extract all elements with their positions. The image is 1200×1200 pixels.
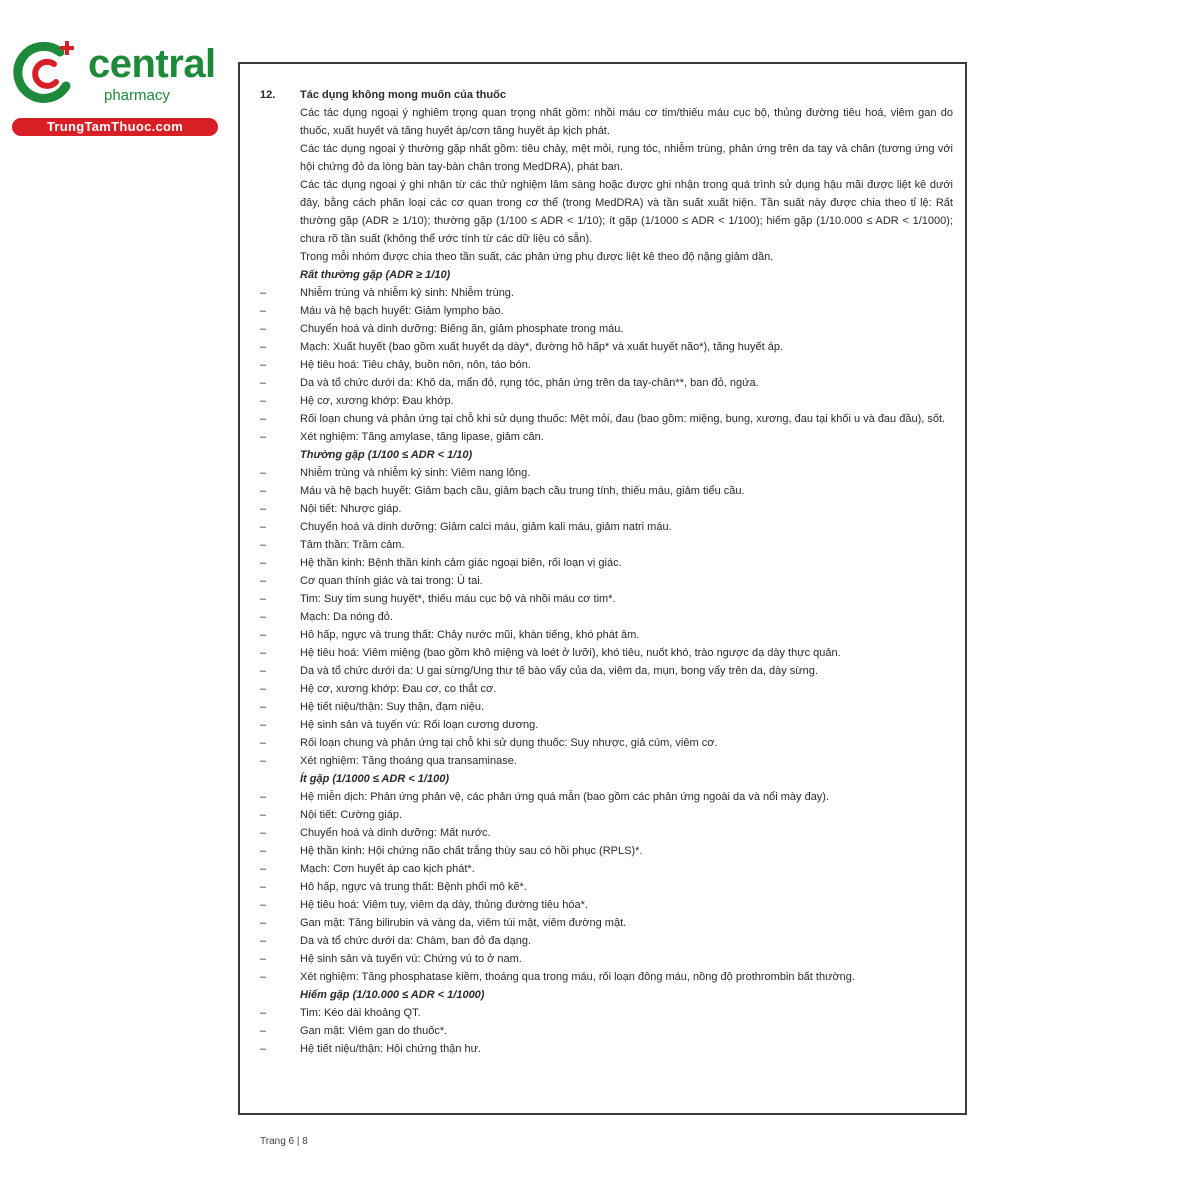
list-item [258, 1040, 953, 1058]
list-item-text: Chuyển hoá và dinh dưỡng: Giảm calci máu, giảm kali máu, giảm natri máu. [300, 521, 672, 533]
list-dash: – [260, 359, 267, 371]
list-item-text: Gan mật: Viêm gan do thuốc*. [300, 1025, 448, 1037]
intro-paragraph: Các tác dụng ngoại ý ghi nhận từ các thử nghiệm lâm sàng hoặc được ghi nhận trong quá trình sử dụng hậu mãi được liệt kê dưới đây, bằng cách phân loại các cơ quan trong cơ thể (trong MedDRA) và tần suất xuất hiện. Tần suất này được chia theo tỉ lệ: Rất thường gặp (ADR ≥ 1/10); thường gặp (1/100 ≤ ADR < 1/10); ít gặp (1/1000 ≤ ADR < 1/100); hiếm gặp (1/10.000 ≤ ADR < 1/1000); chưa rõ tần suất (không thể ước tính từ các dữ liệu có sẵn). [300, 179, 953, 245]
central-pharmacy-logo [10, 38, 215, 138]
list-dash: – [260, 863, 267, 875]
document-content [258, 86, 953, 1058]
list-dash: – [260, 719, 267, 731]
list-item [258, 464, 953, 482]
brand-name: central [88, 42, 216, 86]
list-item-text: Rối loạn chung và phản ứng tại chỗ khi sử dụng thuốc: Suy nhược, giả cúm, viêm cơ. [300, 737, 718, 749]
list-item-text: Hệ thần kinh: Hội chứng não chất trắng thùy sau có hồi phục (RPLS)*. [300, 845, 643, 857]
list-item [258, 374, 953, 392]
list-dash: – [260, 701, 267, 713]
list-dash: – [260, 809, 267, 821]
list-item-text: Máu và hệ bạch huyết: Giảm lympho bào. [300, 305, 504, 317]
list-dash: – [260, 917, 267, 929]
list-item-text: Hô hấp, ngực và trung thất: Bệnh phổi mô kẽ*. [300, 881, 527, 893]
list-item-text: Hô hấp, ngực và trung thất: Chảy nước mũi, khàn tiếng, khó phát âm. [300, 629, 640, 641]
list-item-text: Xét nghiệm: Tăng thoáng qua transaminase. [300, 755, 517, 767]
list-item [258, 680, 953, 698]
list-dash: – [260, 1007, 267, 1019]
list-item [258, 428, 953, 446]
list-dash: – [260, 683, 267, 695]
list-item-text: Da và tổ chức dưới da: Chàm, ban đỏ đa dạng. [300, 935, 532, 947]
list-item-text: Hệ tiêu hoá: Tiêu chảy, buồn nôn, nôn, táo bón. [300, 359, 531, 371]
frequency-heading: Thường gặp (1/100 ≤ ADR < 1/10) [300, 449, 473, 461]
list-item [258, 1022, 953, 1040]
list-item [258, 572, 953, 590]
list-item-text: Hệ tiêu hoá: Viêm tuy, viêm dạ dày, thủng đường tiêu hóa*. [300, 899, 588, 911]
section-number: 12. [260, 89, 276, 101]
list-item-text: Hệ tiêu hoá: Viêm miệng (bao gồm khô miệng và loét ở lưỡi), khó tiêu, nuốt khó, trào ngược dạ dày thực quản. [300, 647, 841, 659]
list-item-text: Da và tổ chức dưới da: U gai sừng/Ung thư tế bào vẩy của da, viêm da, mụn, bong vẩy trên da, dày sừng. [300, 665, 818, 677]
list-item-text: Hệ cơ, xương khớp: Đau khớp. [300, 395, 454, 407]
list-item-text: Chuyển hoá và dinh dưỡng: Mất nước. [300, 827, 491, 839]
list-item-text: Da và tổ chức dưới da: Khô da, mẩn đỏ, rụng tóc, phản ứng trên da tay-chân**, ban đỏ, ngứa. [300, 377, 759, 389]
pharmacy-cross-icon [10, 38, 80, 108]
list-dash: – [260, 935, 267, 947]
list-item [258, 1004, 953, 1022]
list-item [258, 950, 953, 968]
list-dash: – [260, 611, 267, 623]
page-number: Trang 6 | 8 [260, 1136, 308, 1147]
list-item [258, 320, 953, 338]
brand-subtitle: pharmacy [104, 87, 170, 104]
list-item-text: Tim: Suy tim sung huyết*, thiếu máu cục bộ và nhồi máu cơ tim*. [300, 593, 616, 605]
list-item [258, 410, 953, 428]
adverse-effect-groups [258, 266, 953, 1058]
list-item-text: Rối loạn chung và phản ứng tại chỗ khi sử dụng thuốc: Mệt mỏi, đau (bao gồm: miệng, bụng, xương, đau tại khối u và đau đầu), sốt. [300, 413, 946, 425]
list-item-text: Mạch: Xuất huyết (bao gồm xuất huyết dạ dày*, đường hô hấp* và xuất huyết não*), tăng huyết áp. [300, 341, 784, 353]
list-item-text: Máu và hệ bạch huyết: Giảm bạch cầu, giảm bạch cầu trung tính, thiếu máu, giảm tiểu cầu. [300, 485, 745, 497]
frequency-heading: Hiếm gặp (1/10.000 ≤ ADR < 1/1000) [300, 989, 485, 1001]
list-item [258, 338, 953, 356]
list-item [258, 518, 953, 536]
list-dash: – [260, 305, 267, 317]
list-item-text: Cơ quan thính giác và tai trong: Ù tai. [300, 575, 483, 587]
list-item-text: Tâm thần: Trầm cảm. [300, 539, 405, 551]
list-item [258, 860, 953, 878]
list-dash: – [260, 467, 267, 479]
list-dash: – [260, 575, 267, 587]
list-dash: – [260, 881, 267, 893]
list-item [258, 734, 953, 752]
list-item [258, 752, 953, 770]
list-dash: – [260, 1043, 267, 1055]
list-dash: – [260, 791, 267, 803]
list-dash: – [260, 539, 267, 551]
list-dash: – [260, 647, 267, 659]
list-item [258, 824, 953, 842]
list-item [258, 554, 953, 572]
list-item [258, 644, 953, 662]
list-item-text: Nội tiết: Cường giáp. [300, 809, 403, 821]
intro-paragraph: Các tác dụng ngoại ý nghiêm trọng quan trọng nhất gồm: nhồi máu cơ tim/thiếu máu cục bộ, thủng đường tiêu hoá, viêm gan do thuốc, xuất huyết và tăng huyết áp/cơn tăng huyết áp kịch phát. [300, 107, 953, 137]
list-item [258, 896, 953, 914]
list-dash: – [260, 431, 267, 443]
list-dash: – [260, 503, 267, 515]
list-item [258, 932, 953, 950]
list-item-text: Hệ sinh sản và tuyến vú: Rối loạn cương dương. [300, 719, 539, 731]
brand-website-banner: TrungTamThuoc.com [12, 118, 218, 136]
list-item [258, 842, 953, 860]
list-item-text: Mạch: Da nóng đỏ. [300, 611, 393, 623]
list-dash: – [260, 737, 267, 749]
list-dash: – [260, 1025, 267, 1037]
list-item-text: Hệ thần kinh: Bệnh thần kinh cảm giác ngoại biên, rối loạn vị giác. [300, 557, 622, 569]
list-dash: – [260, 413, 267, 425]
list-item-text: Xét nghiệm: Tăng amylase, tăng lipase, giảm cân. [300, 431, 544, 443]
list-item [258, 716, 953, 734]
list-dash: – [260, 971, 267, 983]
list-dash: – [260, 485, 267, 497]
list-dash: – [260, 377, 267, 389]
list-dash: – [260, 395, 267, 407]
list-item-text: Xét nghiệm: Tăng phosphatase kiềm, thoáng qua trong máu, rối loạn đông máu, nồng độ prothrombin bất thường. [300, 971, 855, 983]
list-item [258, 302, 953, 320]
list-item-text: Hệ sinh sản và tuyến vú: Chứng vú to ở nam. [300, 953, 522, 965]
list-item [258, 500, 953, 518]
list-dash: – [260, 845, 267, 857]
list-item [258, 968, 953, 986]
list-dash: – [260, 827, 267, 839]
frequency-heading: Rất thường gặp (ADR ≥ 1/10) [300, 269, 451, 281]
list-item-text: Hệ cơ, xương khớp: Đau cơ, co thắt cơ. [300, 683, 497, 695]
list-dash: – [260, 557, 267, 569]
list-dash: – [260, 665, 267, 677]
section-intro [258, 104, 953, 266]
list-item [258, 482, 953, 500]
list-item [258, 788, 953, 806]
list-item [258, 878, 953, 896]
list-item [258, 626, 953, 644]
list-item-text: Hệ tiết niệu/thận: Suy thận, đạm niệu. [300, 701, 485, 713]
section-heading [258, 86, 953, 104]
list-dash: – [260, 341, 267, 353]
list-item [258, 608, 953, 626]
list-dash: – [260, 629, 267, 641]
list-dash: – [260, 899, 267, 911]
list-item [258, 698, 953, 716]
list-item-text: Gan mật: Tăng bilirubin và vàng da, viêm túi mật, viêm đường mật. [300, 917, 627, 929]
list-item [258, 356, 953, 374]
list-item [258, 536, 953, 554]
list-item-text: Mạch: Cơn huyết áp cao kịch phát*. [300, 863, 475, 875]
list-dash: – [260, 593, 267, 605]
list-item [258, 806, 953, 824]
list-item [258, 662, 953, 680]
intro-paragraph: Trong mỗi nhóm được chia theo tần suất, các phản ứng phụ được liệt kê theo độ nặng giảm dần. [300, 251, 774, 263]
list-dash: – [260, 755, 267, 767]
intro-paragraph: Các tác dụng ngoại ý thường gặp nhất gồm: tiêu chảy, mệt mỏi, rụng tóc, nhiễm trùng, phản ứng trên da tay và chân (tương ứng với hội chứng đỏ da lòng bàn tay-bàn chân trong MedDRA), phát ban. [300, 143, 953, 173]
section-title: Tác dụng không mong muốn của thuốc [300, 89, 506, 101]
list-item-text: Nhiễm trùng và nhiễm ký sinh: Nhiễm trùng. [300, 287, 514, 299]
list-item-text: Hệ miễn dịch: Phản ứng phản vệ, các phản ứng quá mẫn (bao gồm các phản ứng ngoài da và nổi mày đay). [300, 791, 830, 803]
list-item-text: Hệ tiết niệu/thận: Hội chứng thận hư. [300, 1043, 482, 1055]
frequency-heading: Ít gặp (1/1000 ≤ ADR < 1/100) [300, 773, 449, 785]
list-item [258, 284, 953, 302]
list-dash: – [260, 287, 267, 299]
list-dash: – [260, 521, 267, 533]
list-item-text: Nội tiết: Nhược giáp. [300, 503, 402, 515]
list-item-text: Nhiễm trùng và nhiễm ký sinh: Viêm nang lông. [300, 467, 531, 479]
list-item [258, 914, 953, 932]
list-item [258, 392, 953, 410]
list-item [258, 590, 953, 608]
list-dash: – [260, 323, 267, 335]
list-dash: – [260, 953, 267, 965]
list-item-text: Tim: Kéo dài khoảng QT. [300, 1007, 421, 1019]
list-item-text: Chuyển hoá và dinh dưỡng: Biếng ăn, giảm phosphate trong máu. [300, 323, 624, 335]
